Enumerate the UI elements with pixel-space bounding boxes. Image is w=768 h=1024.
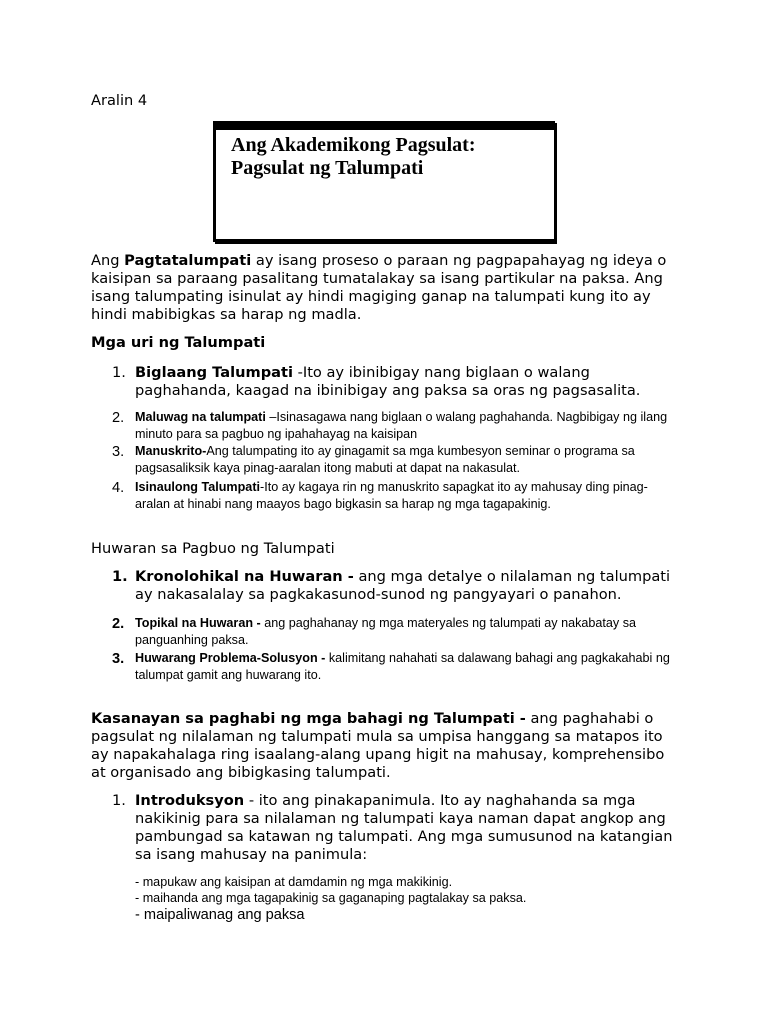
item-text: –Isinasagawa nang biglaan o walang paghahanda. Nagbibigay ng ilang minuto para sa pagbuo ng ipahahayag na kaisipan [135,410,668,441]
title-box [213,121,555,242]
weaving-term: Kasanayan sa paghabi ng mga bahagi ng Talumpati - [91,710,526,727]
list-number: 3. [112,444,125,460]
item-text: ang mga detalye o nilalaman ng talumpati ay nakasalalay sa pagkakasunod-sunod ng pangyayari o panahon. [135,568,671,603]
intro-paragraph [91,252,671,324]
weaving-paragraph [91,710,671,782]
list-number: 3. [112,651,125,667]
list-item [112,615,672,649]
list-item [112,792,677,864]
item-term: Huwarang Problema-Solusyon - [135,651,326,665]
list-number: 1. [112,568,128,585]
title-line-2: Pagsulat ng Talumpati [231,157,424,179]
weaving-text: ang paghahabi o pagsulat ng nilalaman ng talumpati mula sa umpisa hanggang sa matapos ito ay napakahalaga ring isaalang-alang upang higit na mahusay, komprehensibo at organisado ang bibigkasing talumpati. [91,710,665,781]
patterns-heading: Huwaran sa Pagbuo ng Talumpati [91,540,335,557]
item-term: Isinaulong Talumpati [135,480,261,494]
item-text: Ang talumpating ito ay ginagamit sa mga kumbesyon seminar o programa sa pagsasaliksik kaya pinag-aaralan itong mabuti at dapat na nakasulat. [135,444,635,475]
title-line-1: Ang Akademikong Pagsulat: [231,134,476,156]
item-term: Maluwag na talumpati [135,410,266,424]
item-text: -Ito ay ibinibigay nang biglaan o walang paghahanda, kaagad na ibinibigay ang paksa sa oras ng pagsasalita. [135,364,641,399]
list-item [112,409,672,443]
list-number: 2. [112,616,125,632]
item-term: Kronolohikal na Huwaran - [135,568,354,585]
bullet-item: - maihanda ang mga tagapakinig sa gaganaping pagtalakay sa paksa. [135,891,527,905]
lesson-label: Aralin 4 [91,92,148,109]
intro-rest: ay isang proseso o paraan ng pagpapahayag ng ideya o kaisipan sa paraang pasalitang tumatalakay sa isang partikular na paksa. Ang isang talumpating isinulat ay hindi magiging ganap na talumpati kung ito ay hindi mabibigkas sa harap ng madla. [91,252,667,323]
item-term: Introduksyon [135,792,245,809]
intro-lead: Ang [91,252,120,269]
item-term: Manuskrito- [135,444,207,458]
item-text: ang paghahanay ng mga materyales ng talumpati ay nakabatay sa panguanhing paksa. [135,616,636,647]
types-heading: Mga uri ng Talumpati [91,334,266,351]
bullet-item: - maipaliwanag ang paksa [135,907,305,923]
intro-term: Pagtatalumpati [124,252,252,269]
item-text: -Ito ay kagaya rin ng manuskrito sapagkat ito ay mahusay ding pinag-aralan at hinabi nang maayos bago bigkasin sa harap ng mga tagapakinig. [135,480,648,511]
list-number: 2. [112,410,125,426]
item-term: Topikal na Huwaran - [135,616,261,630]
list-item [112,364,672,400]
list-item [112,479,672,513]
bullet-item: - mapukaw ang kaisipan at damdamin ng mga makikinig. [135,875,453,889]
list-number: 1. [112,364,126,381]
list-number: 1. [112,792,126,809]
list-item [112,650,672,684]
list-item [112,443,672,477]
item-term: Biglaang Talumpati [135,364,293,381]
item-text: kalimitang nahahati sa dalawang bahagi ang pagkakahabi ng talumpat gamit ang huwarang ito. [135,651,670,682]
list-number: 4. [112,480,125,496]
list-item [112,568,672,604]
item-text: - ito ang pinakapanimula. Ito ay naghahanda sa mga nakikinig para sa nilalaman ng talumpati kaya naman dapat angkop ang pambungad sa katawan ng talumpati. Ang mga sumusunod na katangian sa isang mahusay na panimula: [135,792,673,863]
